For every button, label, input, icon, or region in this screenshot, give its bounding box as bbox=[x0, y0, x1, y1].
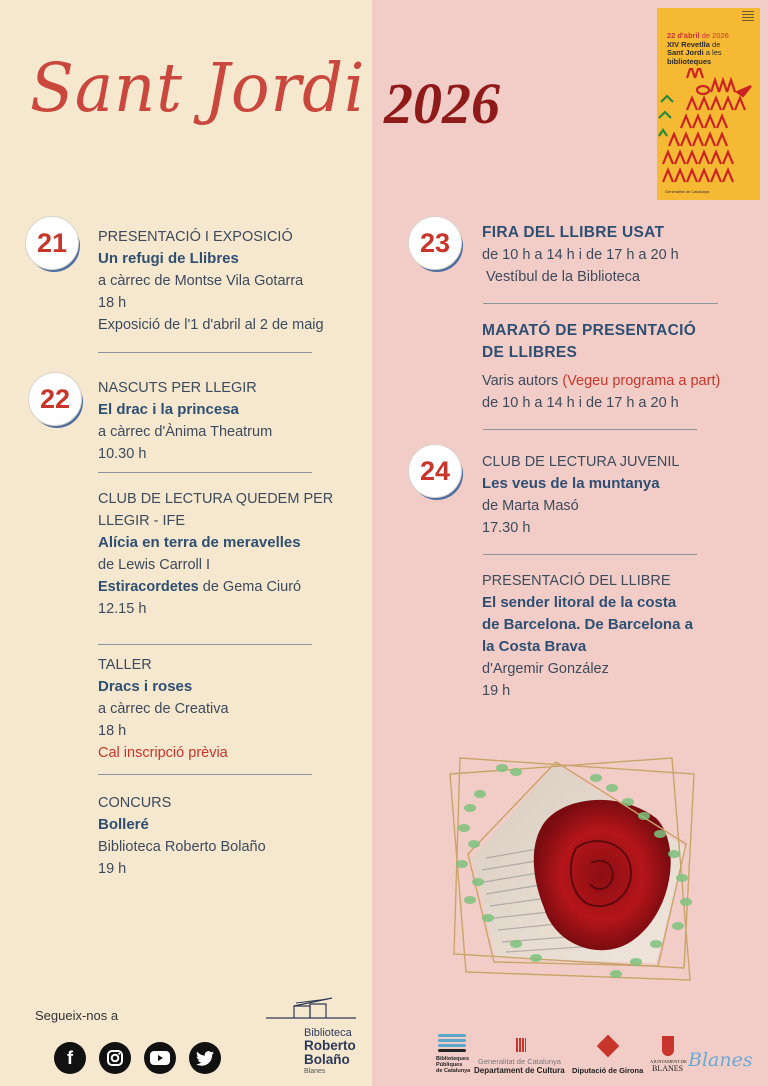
event-time: 18 h bbox=[98, 723, 127, 739]
instagram-glyph-icon bbox=[106, 1049, 124, 1067]
event-title-cont: de Barcelona. De Barcelona a bbox=[482, 616, 693, 633]
event-category: CLUB DE LECTURA QUEDEM PER bbox=[98, 491, 334, 507]
library-town: Blanes bbox=[304, 1068, 326, 1075]
event-category: CLUB DE LECTURA JUVENIL bbox=[482, 454, 680, 470]
facebook-icon[interactable]: f bbox=[54, 1042, 86, 1074]
event-marato-presentacio bbox=[482, 320, 720, 414]
social-links bbox=[54, 1042, 221, 1074]
event-title: El drac i la princesa bbox=[98, 401, 239, 418]
page-title-year: 2026 bbox=[384, 71, 500, 136]
library-name-line1: Biblioteca bbox=[304, 1027, 352, 1039]
event-category: CONCURS bbox=[98, 795, 172, 811]
poster-line3-rest: a les bbox=[703, 48, 722, 57]
event-author-2: de Gema Ciuró bbox=[198, 579, 302, 595]
event-title: Alícia en terra de meravelles bbox=[98, 534, 301, 551]
gencat-label: Generalitat de Catalunya bbox=[478, 1057, 561, 1066]
diputacio-label: Diputació de Girona bbox=[572, 1066, 644, 1075]
event-author: de Lewis Carroll I bbox=[98, 557, 211, 573]
event-exhibition-dates: Exposició de l'1 d'abril al 2 de maig bbox=[98, 317, 324, 333]
poster-line2-rest: de bbox=[709, 39, 721, 49]
event-time: 17.30 h bbox=[482, 520, 531, 536]
twitter-bird-icon bbox=[196, 1051, 214, 1066]
event-time: 19 h bbox=[98, 861, 127, 877]
event-title-cont: la Costa Brava bbox=[482, 638, 587, 655]
ajuntament-shield-icon bbox=[662, 1036, 674, 1056]
event-category: MARATÓ DE PRESENTACIÓ bbox=[482, 322, 697, 339]
event-location: Vestíbul de la Biblioteca bbox=[482, 269, 640, 285]
diputacio-shield-icon bbox=[597, 1035, 620, 1058]
see-program-note: (Vegeu programa a part) bbox=[562, 373, 721, 389]
event-presentacio-llibre bbox=[482, 570, 693, 702]
poster-logo-icon bbox=[742, 11, 754, 23]
event-taller bbox=[98, 654, 229, 764]
event-concurs bbox=[98, 792, 266, 880]
event-time: 19 h bbox=[482, 683, 511, 699]
divider bbox=[98, 774, 312, 775]
event-time: 18 h bbox=[98, 295, 127, 311]
event-host: a càrrec d'Ànima Theatrum bbox=[98, 424, 273, 440]
event-title: El sender litoral de la costa bbox=[482, 594, 677, 611]
library-name-line2: Roberto bbox=[304, 1038, 356, 1053]
dept-cultura-label: Departament de Cultura bbox=[474, 1066, 565, 1075]
event-time: de 10 h a 14 h i de 17 h a 20 h bbox=[482, 247, 679, 263]
event-category-cont: DE LLIBRES bbox=[482, 344, 578, 361]
event-category-cont: LLEGIR - IFE bbox=[98, 513, 186, 529]
sponsor-logos bbox=[436, 1034, 756, 1078]
page-title: Sant Jordi bbox=[30, 50, 366, 128]
poster-text bbox=[667, 32, 729, 66]
instagram-icon[interactable] bbox=[99, 1042, 131, 1074]
dragon-pattern-icon bbox=[657, 68, 760, 188]
bpc-line3: de Catalunya bbox=[436, 1068, 471, 1074]
divider bbox=[483, 303, 718, 304]
ajuntament-blanes-label: BLANES bbox=[652, 1064, 684, 1073]
revetlla-poster bbox=[657, 8, 760, 200]
event-club-lectura-ife bbox=[98, 488, 333, 620]
event-time: 12.15 h bbox=[98, 601, 147, 617]
event-authors: Varis autors bbox=[482, 373, 563, 389]
event-fira-llibre-usat bbox=[482, 222, 679, 288]
day-badge-24: 24 bbox=[408, 444, 462, 498]
bpc-label bbox=[436, 1056, 470, 1074]
library-name-line3: Bolaño bbox=[304, 1052, 350, 1067]
biblioteca-roberto-bolano-logo bbox=[266, 994, 366, 1077]
event-time: 10.30 h bbox=[98, 446, 147, 462]
poster-date: 22 d'abril bbox=[667, 31, 700, 40]
divider bbox=[483, 554, 697, 555]
day-badge-22: 22 bbox=[28, 372, 82, 426]
bpc-line2: Públiques bbox=[436, 1062, 463, 1068]
poster-line4: biblioteques bbox=[667, 56, 712, 66]
event-location: Biblioteca Roberto Bolaño bbox=[98, 839, 266, 855]
event-category: PRESENTACIÓ DEL LLIBRE bbox=[482, 573, 671, 589]
event-club-lectura-juvenil bbox=[482, 451, 679, 539]
event-nascuts-per-llegir bbox=[98, 377, 272, 465]
bpc-line1: Biblioteques bbox=[436, 1056, 470, 1062]
event-author: de Marta Masó bbox=[482, 498, 579, 514]
event-presentacio-exposicio bbox=[98, 226, 324, 336]
divider bbox=[98, 472, 312, 473]
poster-date-rest: de 2026 bbox=[699, 31, 729, 40]
library-building-icon bbox=[266, 994, 362, 1020]
event-host: a càrrec de Creativa bbox=[98, 701, 229, 717]
day-badge-21: 21 bbox=[25, 216, 79, 270]
event-category: NASCUTS PER LLEGIR bbox=[98, 380, 257, 396]
event-title: Bolleré bbox=[98, 816, 149, 833]
event-title: Les veus de la muntanya bbox=[482, 475, 660, 492]
divider bbox=[483, 429, 697, 430]
day-badge-23: 23 bbox=[408, 216, 462, 270]
youtube-icon[interactable] bbox=[144, 1042, 176, 1074]
registration-note: Cal inscripció prèvia bbox=[98, 745, 228, 761]
poster-line2: XIV Revetlla bbox=[667, 39, 710, 49]
event-title-2: Estiracordetes bbox=[98, 579, 199, 595]
event-category: TALLER bbox=[98, 657, 152, 673]
event-title: Un refugi de Llibres bbox=[98, 250, 239, 267]
event-category: FIRA DEL LLIBRE USAT bbox=[482, 224, 665, 241]
divider bbox=[98, 644, 312, 645]
event-time: de 10 h a 14 h i de 17 h a 20 h bbox=[482, 395, 679, 411]
bpc-logo-icon bbox=[436, 1034, 470, 1054]
ajuntament-label: AJUNTAMENT DE bbox=[650, 1059, 687, 1064]
blanes-logo: Blanes bbox=[688, 1049, 753, 1071]
poster-line3: Sant Jordi bbox=[667, 48, 704, 57]
rose-book-photo bbox=[446, 748, 702, 984]
event-category: PRESENTACIÓ I EXPOSICIÓ bbox=[98, 229, 293, 245]
twitter-icon[interactable] bbox=[189, 1042, 221, 1074]
youtube-glyph-icon bbox=[150, 1051, 170, 1065]
poster-footer: Generalitat de Catalunya bbox=[665, 189, 710, 194]
event-host: a càrrec de Montse Vila Gotarra bbox=[98, 273, 304, 289]
gencat-flag-icon bbox=[516, 1038, 526, 1052]
follow-us-label: Segueix-nos a bbox=[35, 1008, 119, 1023]
event-author: d'Argemir González bbox=[482, 661, 609, 677]
event-title: Dracs i roses bbox=[98, 678, 193, 695]
divider bbox=[98, 352, 312, 353]
